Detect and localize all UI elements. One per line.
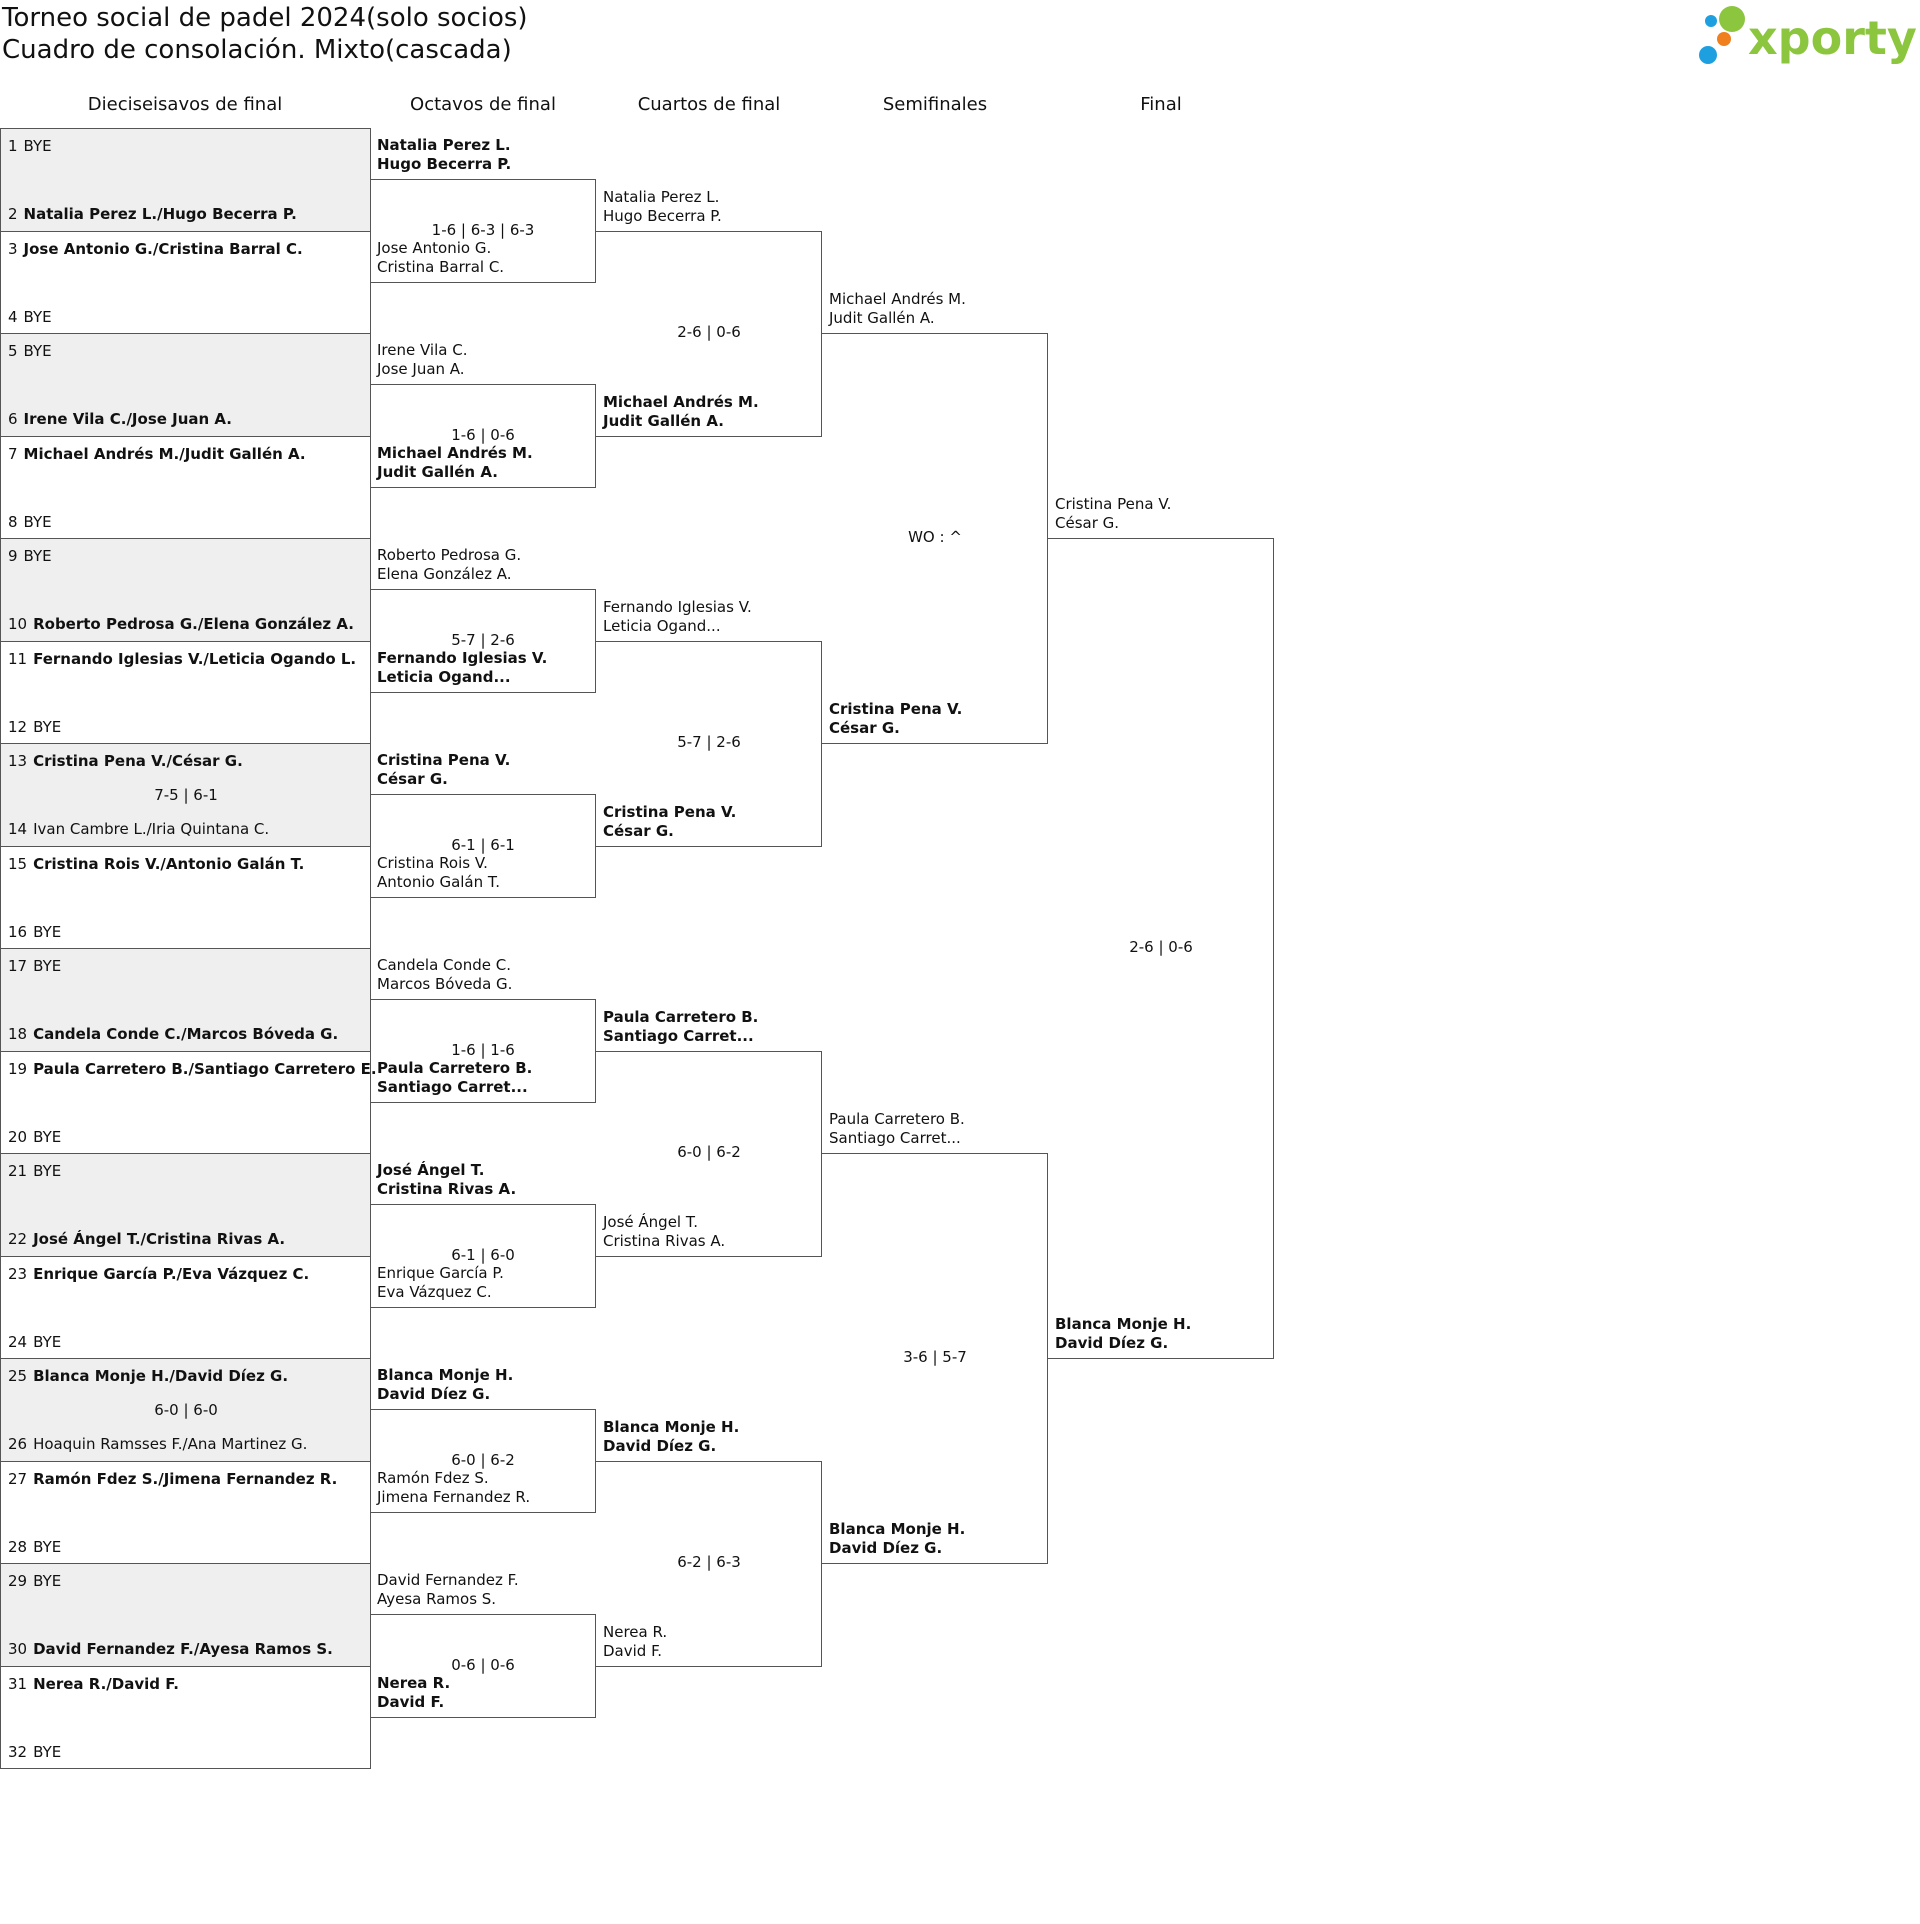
sf-entry-top	[829, 290, 966, 328]
seed-number: 28	[8, 1537, 28, 1556]
r32-entry-bottom	[8, 615, 354, 634]
r16-entry-top	[377, 546, 521, 584]
player-name: Natalia Perez L.	[603, 187, 720, 206]
qf-entry-top	[603, 1418, 739, 1456]
player-pair: BYE	[33, 1162, 62, 1180]
qf-entry-top	[603, 188, 722, 226]
match-score: 6-2 | 6-3	[677, 1553, 741, 1571]
player-name: Cristina Pena V.	[1055, 495, 1172, 513]
seed-number: 30	[8, 1640, 28, 1658]
r16-entry-bottom	[377, 1469, 530, 1507]
round-header-qf: Cuartos de final	[637, 94, 781, 115]
logo-dot-blue	[1699, 46, 1717, 64]
player-name: David Díez G.	[1055, 1334, 1169, 1352]
seed-number: 12	[8, 717, 28, 736]
match-score: 3-6 | 5-7	[903, 1348, 967, 1366]
player-name: Eva Vázquez C.	[377, 1282, 492, 1301]
player-pair: Cristina Rois V./Antonio Galán T.	[33, 854, 305, 873]
player-name: Jose Antonio G.	[377, 238, 492, 257]
player-name: Antonio Galán T.	[377, 872, 501, 891]
seed-number: 16	[8, 922, 28, 941]
r16-entry-bottom	[377, 854, 500, 892]
seed-number: 2	[8, 205, 18, 223]
r32-entry-bottom	[8, 1538, 61, 1557]
r32-entry-bottom	[8, 1640, 333, 1659]
match-score: 6-0 | 6-0	[154, 1401, 218, 1419]
player-pair: BYE	[33, 1537, 62, 1556]
player-name: Cristina Pena V.	[829, 700, 963, 718]
player-name: José Ángel T.	[603, 1212, 699, 1231]
seed-number: 17	[8, 957, 28, 975]
player-name: Paula Carretero B.	[603, 1007, 759, 1026]
r16-entry-top	[377, 1366, 513, 1404]
seed-number: 19	[8, 1059, 28, 1078]
player-pair: Ramón Fdez S./Jimena Fernandez R.	[33, 1469, 338, 1488]
player-pair: Michael Andrés M./Judit Gallén A.	[23, 444, 306, 463]
seed-number: 7	[8, 444, 18, 463]
player-pair: Natalia Perez L./Hugo Becerra P.	[23, 205, 297, 223]
player-pair: BYE	[33, 1572, 62, 1590]
seed-number: 23	[8, 1264, 28, 1283]
match-score: 6-1 | 6-0	[451, 1245, 515, 1264]
r32-entry-top	[8, 1060, 377, 1079]
player-pair: BYE	[23, 137, 52, 155]
seed-number: 3	[8, 239, 18, 258]
round-header-r16: Octavos de final	[410, 94, 556, 115]
player-name: Ramón Fdez S.	[377, 1468, 489, 1487]
player-name: Nerea R.	[377, 1673, 451, 1692]
r32-entry-top	[8, 855, 304, 874]
r32-entry-top	[8, 445, 306, 464]
player-name: Leticia Ogand...	[377, 667, 511, 686]
r32-match	[0, 1563, 371, 1667]
r32-entry-top	[8, 342, 52, 361]
player-name: Blanca Monje H.	[1055, 1315, 1192, 1333]
seed-number: 11	[8, 649, 28, 668]
player-name: Jimena Fernandez R.	[377, 1487, 531, 1506]
seed-number: 18	[8, 1025, 28, 1043]
r32-match	[0, 1256, 371, 1360]
r32-entry-top	[8, 1265, 309, 1284]
seed-number: 31	[8, 1674, 28, 1693]
seed-number: 8	[8, 512, 18, 531]
player-pair: Candela Conde C./Marcos Bóveda G.	[33, 1025, 339, 1043]
seed-number: 10	[8, 615, 28, 633]
player-pair: David Fernandez F./Ayesa Ramos S.	[33, 1640, 333, 1658]
player-name: Michael Andrés M.	[603, 392, 759, 411]
match-score: 0-6 | 0-6	[451, 1655, 515, 1674]
player-name: Judit Gallén A.	[829, 309, 935, 327]
r16-entry-top	[377, 341, 467, 379]
match-score: 2-6 | 0-6	[677, 323, 741, 341]
sf-entry-top	[829, 1110, 965, 1148]
player-pair: Hoaquin Ramsses F./Ana Martinez G.	[33, 1435, 308, 1453]
r32-match	[0, 231, 371, 335]
r32-entry-top	[8, 1470, 337, 1489]
match-score: 5-7 | 2-6	[677, 733, 741, 751]
player-name: David F.	[603, 1641, 663, 1660]
r32-entry-top	[8, 240, 303, 259]
round-header-r32: Dieciseisavos de final	[87, 94, 283, 115]
r32-match	[0, 743, 371, 847]
r32-entry-top	[8, 752, 243, 771]
player-pair: Fernando Iglesias V./Leticia Ogando L.	[33, 649, 357, 668]
player-name: Ayesa Ramos S.	[377, 1590, 497, 1609]
seed-number: 13	[8, 752, 28, 770]
seed-number: 24	[8, 1332, 28, 1351]
player-name: Blanca Monje H.	[603, 1417, 740, 1436]
r32-match	[0, 641, 371, 745]
seed-number: 29	[8, 1572, 28, 1590]
round-header-sf: Semifinales	[882, 94, 988, 115]
qf-entry-bottom	[603, 393, 759, 431]
player-name: Hugo Becerra P.	[377, 155, 512, 174]
player-name: Leticia Ogand...	[603, 616, 721, 635]
qf-entry-bottom	[603, 803, 736, 841]
player-name: Santiago Carret...	[377, 1077, 528, 1096]
match-score: 7-5 | 6-1	[154, 786, 218, 804]
r32-match	[0, 333, 371, 437]
match-score: 1-6 | 0-6	[451, 425, 515, 444]
player-pair: BYE	[33, 1332, 62, 1351]
r16-entry-top	[377, 1161, 516, 1199]
r32-match	[0, 846, 371, 950]
seed-number: 4	[8, 307, 18, 326]
player-name: Santiago Carret...	[829, 1129, 961, 1147]
r16-entry-top	[377, 1571, 519, 1609]
r32-entry-bottom	[8, 513, 52, 532]
r32-entry-bottom	[8, 1743, 61, 1762]
player-pair: Irene Vila C./Jose Juan A.	[23, 410, 233, 428]
match-score: WO : ^	[908, 528, 962, 546]
player-name: César G.	[603, 821, 674, 840]
r32-match	[0, 1153, 371, 1257]
sf-entry-bottom	[829, 700, 962, 738]
player-name: César G.	[377, 770, 448, 789]
logo-dot-orange	[1717, 32, 1731, 46]
player-pair: Roberto Pedrosa G./Elena González A.	[33, 615, 354, 633]
player-pair: BYE	[23, 547, 52, 565]
player-name: Marcos Bóveda G.	[377, 975, 513, 994]
player-name: Cristina Rivas A.	[377, 1180, 517, 1199]
r32-entry-bottom	[8, 923, 61, 942]
r32-entry-bottom	[8, 308, 52, 327]
r32-entry-bottom	[8, 1128, 61, 1147]
qf-entry-top	[603, 598, 752, 636]
player-name: Candela Conde C.	[377, 956, 511, 975]
seed-number: 14	[8, 820, 28, 838]
player-pair: BYE	[23, 307, 52, 326]
player-name: Enrique García P.	[377, 1263, 504, 1282]
player-name: Judit Gallén A.	[603, 411, 724, 430]
seed-number: 15	[8, 854, 28, 873]
seed-number: 27	[8, 1469, 28, 1488]
r16-entry-bottom	[377, 1264, 504, 1302]
r32-entry-bottom	[8, 1230, 285, 1249]
player-pair: Jose Antonio G./Cristina Barral C.	[23, 239, 303, 258]
r32-match	[0, 128, 371, 232]
player-name: Santiago Carret...	[603, 1026, 754, 1045]
sf-entry-bottom	[829, 1520, 965, 1558]
player-name: Jose Juan A.	[377, 360, 465, 379]
seed-number: 25	[8, 1367, 28, 1385]
final-entry-top	[1055, 495, 1171, 533]
player-name: David Díez G.	[603, 1436, 717, 1455]
match-score: 6-0 | 6-2	[677, 1143, 741, 1161]
player-name: César G.	[829, 719, 900, 737]
player-pair: BYE	[23, 512, 52, 531]
player-name: Natalia Perez L.	[377, 136, 511, 155]
player-pair: Paula Carretero B./Santiago Carretero E.	[33, 1059, 377, 1078]
player-name: Nerea R.	[603, 1622, 668, 1641]
seed-number: 20	[8, 1127, 28, 1146]
player-name: Michael Andrés M.	[377, 443, 533, 462]
r32-entry-top	[8, 1162, 61, 1181]
r16-entry-bottom	[377, 1059, 532, 1097]
player-pair: BYE	[23, 342, 52, 360]
player-pair: BYE	[33, 957, 62, 975]
r32-entry-top	[8, 1367, 288, 1386]
r16-entry-top	[377, 956, 512, 994]
player-pair: BYE	[33, 1127, 62, 1146]
player-name: David Díez G.	[829, 1539, 943, 1557]
player-name: José Ángel T.	[377, 1161, 485, 1180]
player-pair: Blanca Monje H./David Díez G.	[33, 1367, 289, 1385]
player-name: Cristina Pena V.	[603, 802, 737, 821]
player-pair: BYE	[33, 717, 62, 736]
player-name: David F.	[377, 1692, 445, 1711]
player-pair: Ivan Cambre L./Iria Quintana C.	[33, 820, 270, 838]
seed-number: 6	[8, 410, 18, 428]
r32-entry-bottom	[8, 718, 61, 737]
r16-entry-bottom	[377, 649, 547, 687]
r16-entry-bottom	[377, 444, 533, 482]
player-pair: BYE	[33, 922, 62, 941]
r32-entry-bottom	[8, 1025, 338, 1044]
player-name: Hugo Becerra P.	[603, 206, 722, 225]
player-name: Blanca Monje H.	[377, 1366, 514, 1385]
player-name: Cristina Pena V.	[377, 751, 511, 770]
r32-match	[0, 1051, 377, 1155]
seed-number: 9	[8, 547, 18, 565]
seed-number: 21	[8, 1162, 28, 1180]
player-name: Cristina Barral C.	[377, 257, 505, 276]
r32-entry-top	[8, 137, 52, 156]
r32-entry-bottom	[8, 410, 232, 429]
player-name: Cristina Rivas A.	[603, 1231, 726, 1250]
player-name: Irene Vila C.	[377, 341, 468, 360]
match-score: 1-6 | 6-3 | 6-3	[431, 220, 535, 239]
r32-entry-top	[8, 1572, 61, 1591]
r16-entry-bottom	[377, 239, 504, 277]
player-name: Michael Andrés M.	[829, 290, 966, 308]
player-name: Fernando Iglesias V.	[603, 597, 752, 616]
r32-entry-bottom	[8, 1333, 61, 1352]
player-name: Paula Carretero B.	[829, 1110, 965, 1128]
r32-entry-top	[8, 957, 61, 976]
r16-entry-top	[377, 751, 510, 789]
player-name: David Fernandez F.	[377, 1571, 519, 1590]
tournament-title: Torneo social de padel 2024(solo socios)	[2, 3, 528, 33]
player-name: Roberto Pedrosa G.	[377, 546, 522, 565]
logo-dot-blue-small	[1705, 15, 1717, 27]
r32-entry-bottom	[8, 1435, 307, 1454]
seed-number: 22	[8, 1230, 28, 1248]
r32-match	[0, 948, 371, 1052]
match-score: 2-6 | 0-6	[1129, 938, 1193, 956]
r16-entry-top	[377, 136, 511, 174]
logo-dot-green	[1719, 6, 1745, 32]
r32-entry-bottom	[8, 205, 297, 224]
qf-entry-top	[603, 1008, 758, 1046]
r16-entry-bottom	[377, 1674, 450, 1712]
player-name: César G.	[1055, 514, 1120, 532]
player-pair: Cristina Pena V./César G.	[33, 752, 243, 770]
player-name: Cristina Rois V.	[377, 853, 488, 872]
player-pair: Nerea R./David F.	[33, 1674, 179, 1693]
draw-subtitle: Cuadro de consolación. Mixto(cascada)	[2, 35, 512, 65]
r32-match	[0, 436, 371, 540]
r32-entry-bottom	[8, 820, 269, 839]
seed-number: 1	[8, 137, 18, 155]
xporty-logo	[1696, 2, 1920, 68]
player-pair: Enrique García P./Eva Vázquez C.	[33, 1264, 310, 1283]
logo-wordmark: xporty	[1748, 11, 1917, 65]
round-header-final: Final	[1140, 94, 1182, 115]
player-name: Blanca Monje H.	[829, 1520, 966, 1538]
player-name: Fernando Iglesias V.	[377, 648, 548, 667]
match-score: 1-6 | 1-6	[451, 1040, 515, 1059]
player-name: Judit Gallén A.	[377, 462, 498, 481]
r32-entry-top	[8, 1675, 179, 1694]
final-entry-bottom	[1055, 1315, 1191, 1353]
player-name: Paula Carretero B.	[377, 1058, 533, 1077]
match-score: 6-1 | 6-1	[451, 835, 515, 854]
qf-entry-bottom	[603, 1623, 667, 1661]
player-pair: José Ángel T./Cristina Rivas A.	[33, 1230, 286, 1248]
player-pair: BYE	[33, 1742, 62, 1761]
r32-match	[0, 1461, 371, 1565]
match-score: 6-0 | 6-2	[451, 1450, 515, 1469]
player-name: David Díez G.	[377, 1385, 491, 1404]
r32-match	[0, 1666, 371, 1770]
seed-number: 32	[8, 1742, 28, 1761]
player-name: Elena González A.	[377, 565, 512, 584]
qf-entry-bottom	[603, 1213, 725, 1251]
seed-number: 26	[8, 1435, 28, 1453]
r32-match	[0, 538, 371, 642]
r32-entry-top	[8, 650, 356, 669]
seed-number: 5	[8, 342, 18, 360]
r32-match	[0, 1358, 371, 1462]
match-score: 5-7 | 2-6	[451, 630, 515, 649]
r32-entry-top	[8, 547, 52, 566]
